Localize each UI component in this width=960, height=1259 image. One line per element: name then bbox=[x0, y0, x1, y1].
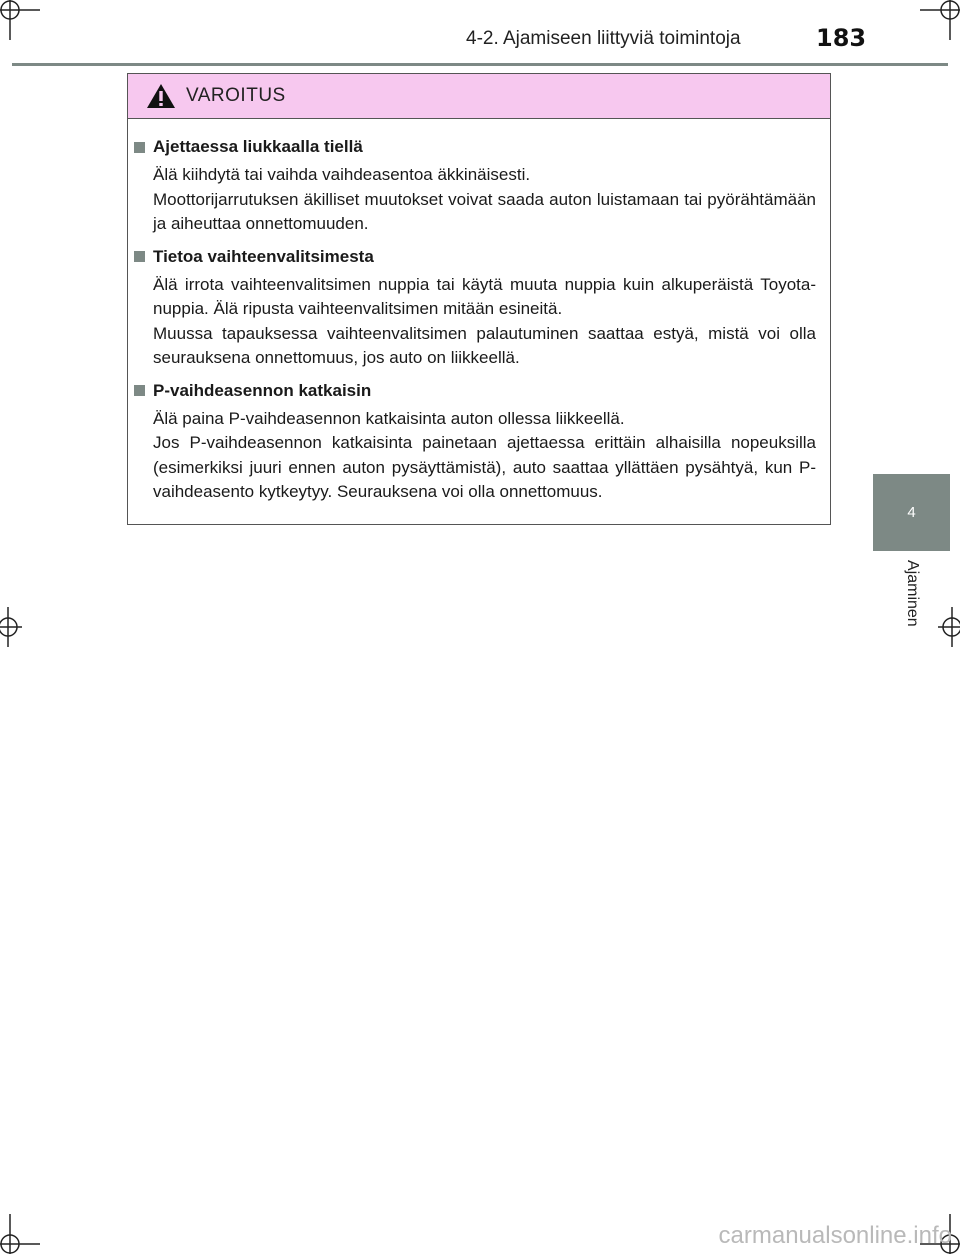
paragraph: Älä paina P-vaihdeasennon katkaisinta auton ollessa liikkeellä. bbox=[153, 408, 625, 428]
paragraph: Moottorijarrutuksen äkilliset muutokset voivat saada auton luistamaan tai pyörähtämään ja aiheuttaa onnettomuuden. bbox=[153, 189, 816, 233]
warning-triangle-icon bbox=[146, 83, 176, 109]
registration-mark-top-left bbox=[0, 0, 40, 40]
section-heading: Tietoa vaihteenvalitsimesta bbox=[153, 246, 374, 266]
warning-body bbox=[128, 119, 830, 505]
square-bullet-icon bbox=[134, 385, 145, 396]
registration-mark-top-right bbox=[920, 0, 960, 40]
paragraph: Älä irrota vaihteenvalitsimen nuppia tai käytä muuta nuppia kuin alkuperäistä Toyota-nuppia. Älä ripusta vaihteenvalitsimen mitään esineitä. bbox=[153, 274, 816, 318]
paragraph: Jos P-vaihdeasennon katkaisinta painetaan ajettaessa erittäin alhaisilla nopeuksilla (esimerkiksi juuri ennen auton pysäyttämistä), auto saattaa yllättäen pysähtyä, kun P-vaihdeasento kytkeytyy. Seurauksena voi olla onnettomuus. bbox=[153, 433, 816, 501]
square-bullet-icon bbox=[134, 251, 145, 262]
warning-header bbox=[128, 74, 830, 119]
section-heading: P-vaihdeasennon katkaisin bbox=[153, 380, 372, 400]
header-divider bbox=[12, 63, 948, 66]
paragraph: Älä kiihdytä tai vaihda vaihdeasentoa äkkinäisesti. bbox=[153, 165, 531, 184]
section-title: 4-2. Ajamiseen liittyviä toimintoja bbox=[466, 28, 741, 49]
warning-section-p-position-switch bbox=[134, 379, 816, 505]
warning-title: VAROITUS bbox=[186, 85, 286, 106]
warning-box bbox=[127, 73, 831, 525]
warning-section-shift-lever bbox=[134, 245, 816, 371]
square-bullet-icon bbox=[134, 142, 145, 153]
page-number: 183 bbox=[816, 24, 867, 52]
watermark: carmanualsonline.info bbox=[718, 1222, 952, 1249]
chapter-tab bbox=[873, 474, 950, 551]
chapter-label: Ajaminen bbox=[904, 560, 921, 627]
registration-mark-bottom-left bbox=[0, 1214, 40, 1254]
chapter-number: 4 bbox=[907, 504, 916, 521]
paragraph: Muussa tapauksessa vaihteenvalitsimen palautuminen saattaa estyä, mistä voi olla seurauksena onnettomuus, jos auto on liikkeellä. bbox=[153, 323, 816, 367]
warning-section-slippery-road bbox=[134, 135, 816, 237]
registration-mark-left-middle bbox=[0, 607, 40, 647]
section-heading: Ajettaessa liukkaalla tiellä bbox=[153, 137, 363, 156]
registration-mark-right-middle bbox=[920, 607, 960, 647]
